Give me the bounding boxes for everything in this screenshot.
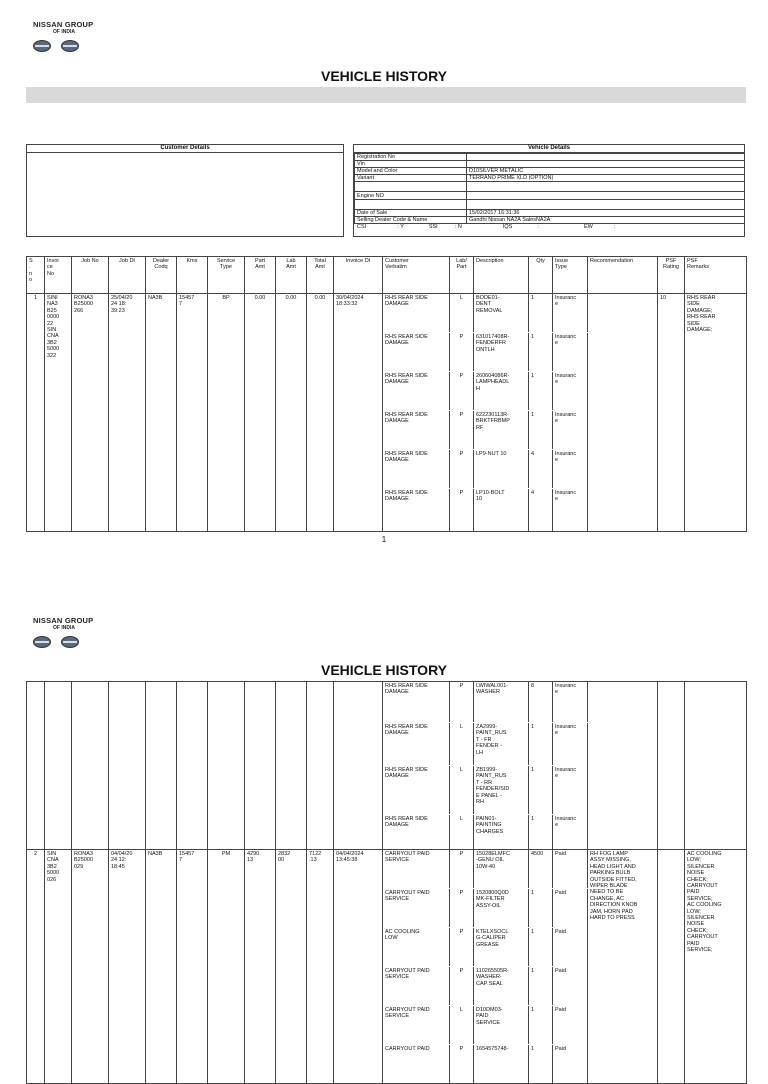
item-description: 110265505R- WASHER- CAP SEAL xyxy=(474,967,529,1006)
column-header-job-dt: Job Dt xyxy=(109,257,146,294)
row-psf-remarks xyxy=(685,682,747,850)
table-row xyxy=(27,294,747,333)
row-psf-remarks: AC COOLING LOW; SILENCER NOISE CHECK; CARRYOUT PAID SERVICE; AC COOLING LOW; SILENCER NOISE CHECK; CARRYOUT PAID SERVICE; xyxy=(685,850,747,1084)
row-lab-amt: 0.00 xyxy=(276,294,307,532)
column-header-sno: S . n o xyxy=(27,257,45,294)
item-issue-type: Insuranc e xyxy=(553,489,588,532)
customer-details-box xyxy=(26,144,344,237)
item-verbatim: RHS REAR SIDE DAMAGE xyxy=(383,372,450,411)
item-qty: 8 xyxy=(529,682,553,723)
row-sno: 1 xyxy=(27,294,45,532)
vehicle-detail-row xyxy=(355,168,745,175)
continued-empty-kms xyxy=(177,682,208,850)
row-lab-amt: 2832 00 xyxy=(276,850,307,1084)
item-lab-part: L xyxy=(450,294,474,333)
vehicle-detail-row xyxy=(355,154,745,161)
item-description: ZA2999- PAINT_RUS T - FR FENDER - LH xyxy=(474,723,529,766)
item-issue-type: Insuranc e xyxy=(553,766,588,815)
item-lab-part: L xyxy=(450,1006,474,1045)
vehicle-detail-value xyxy=(467,200,745,210)
item-lab-part: P xyxy=(450,967,474,1006)
row-psf-rating: 10 xyxy=(658,294,685,532)
customer-details-title: Customer Details xyxy=(27,145,343,153)
item-qty: 1 xyxy=(529,723,553,766)
item-qty: 1 xyxy=(529,411,553,450)
item-verbatim: RHS REAR SIDE DAMAGE xyxy=(383,411,450,450)
vehicle-detail-row xyxy=(355,200,745,210)
item-lab-part: P xyxy=(450,682,474,723)
vehicle-detail-row xyxy=(355,192,745,200)
continued-empty-invoice-no xyxy=(45,682,72,850)
csi-label: CSI xyxy=(357,224,367,230)
brand-subtitle: OF INDIA xyxy=(53,29,75,35)
continued-empty-dealer-code xyxy=(146,682,177,850)
item-issue-type: Insuranc e xyxy=(553,333,588,372)
item-description: PAIN01- PAINTING CHARGES xyxy=(474,815,529,850)
nissan-group-logo xyxy=(33,20,103,52)
table-header-row xyxy=(27,257,747,294)
ew-value: : xyxy=(613,224,616,230)
item-lab-part: L xyxy=(450,815,474,850)
nissan-emblem-icon xyxy=(33,40,51,52)
item-description: 631017408R- FENDERFR ONTLH xyxy=(474,333,529,372)
item-issue-type: Insuranc e xyxy=(553,682,588,723)
table-row xyxy=(27,682,747,723)
item-verbatim: RHS REAR SIDE DAMAGE xyxy=(383,294,450,333)
column-header-description: Description xyxy=(474,257,529,294)
iqs-value: : xyxy=(537,224,539,230)
vehicle-detail-row xyxy=(355,210,745,217)
row-service-type: BP xyxy=(208,294,245,532)
document-page-2 xyxy=(0,600,768,1052)
item-qty: 1 xyxy=(529,967,553,1006)
page-title: VEHICLE HISTORY xyxy=(320,68,448,84)
nissan-group-logo xyxy=(33,616,103,648)
column-header-dealer-code: Dealer Codq xyxy=(146,257,177,294)
item-verbatim: RHS REAR SIDE DAMAGE xyxy=(383,333,450,372)
row-dealer-code: NA3B xyxy=(146,850,177,1084)
item-issue-type: Insuranc e xyxy=(553,450,588,489)
column-header-qty: Qty xyxy=(529,257,553,294)
vehicle-detail-value xyxy=(467,192,745,200)
column-header-service-type: Service Type xyxy=(208,257,245,294)
table-row xyxy=(27,850,747,889)
continued-empty-job-dt xyxy=(109,682,146,850)
row-psf-remarks: RHS REAR SIDE DAMAGE; RHS REAR SIDE DAMAGE; xyxy=(685,294,747,532)
item-description: 1520800Q0D MK-FILTER ASSY-OIL xyxy=(474,889,529,928)
column-header-recommendation: Recommendation xyxy=(588,257,658,294)
item-qty: 1 xyxy=(529,1045,553,1084)
continued-empty-invoice-dt xyxy=(334,682,383,850)
continued-empty-job-no xyxy=(72,682,109,850)
item-qty: 1 xyxy=(529,815,553,850)
vehicle-detail-value: TERRANO PRIME XLD (OPTION) xyxy=(467,175,745,182)
row-total-amt: 0.00 xyxy=(307,294,334,532)
item-issue-type: Insuranc e xyxy=(553,815,588,850)
nissan-emblem-icon xyxy=(33,636,51,648)
item-lab-part: P xyxy=(450,333,474,372)
item-description: KTELXSOCL G-CALIPER GREASE xyxy=(474,928,529,967)
column-header-invoice-dt: Invoice Dt xyxy=(334,257,383,294)
row-invoice-dt: 30/04/2024 18:33:32 xyxy=(334,294,383,532)
item-lab-part: P xyxy=(450,411,474,450)
continued-empty-total-amt xyxy=(307,682,334,850)
column-header-invoice-no: Invoi ce No xyxy=(45,257,72,294)
vehicle-detail-label xyxy=(355,182,467,192)
item-lab-part: P xyxy=(450,928,474,967)
column-header-issue-type: Issue Type xyxy=(553,257,588,294)
continued-empty-service-type xyxy=(208,682,245,850)
row-psf-rating xyxy=(658,850,685,1084)
item-lab-part: P xyxy=(450,850,474,889)
item-description: 15028ELMFC -GENU OIL 10W-40 xyxy=(474,850,529,889)
vehicle-detail-value: Gandhi Nissan NA2A SalesNA2A xyxy=(467,217,745,224)
item-verbatim: RHS REAR SIDE DAMAGE xyxy=(383,682,450,723)
item-issue-type: Paid xyxy=(553,967,588,1006)
row-job-dt: 25/04/20 24 18: 39:23 xyxy=(109,294,146,532)
page-title: VEHICLE HISTORY xyxy=(320,662,448,678)
item-lab-part: P xyxy=(450,1045,474,1084)
item-verbatim: AC COOLING LOW xyxy=(383,928,450,967)
vehicle-detail-row xyxy=(355,182,745,192)
csi-value: : Y xyxy=(397,224,404,230)
item-qty: 1 xyxy=(529,294,553,333)
item-issue-type: Paid xyxy=(553,850,588,889)
page-number: 1 xyxy=(381,535,387,544)
item-lab-part: L xyxy=(450,766,474,815)
item-description: D10DM03- PAID SERVICE xyxy=(474,1006,529,1045)
item-lab-part: P xyxy=(450,450,474,489)
continued-empty-sno xyxy=(27,682,45,850)
column-header-job-no: Job No xyxy=(72,257,109,294)
continued-empty-lab-amt xyxy=(276,682,307,850)
item-lab-part: P xyxy=(450,489,474,532)
continued-empty-part-amt xyxy=(245,682,276,850)
service-history-table xyxy=(26,256,747,532)
column-header-lab-part: Lab/ Part xyxy=(450,257,474,294)
vehicle-detail-row xyxy=(355,217,745,224)
item-issue-type: Insuranc e xyxy=(553,372,588,411)
vehicle-detail-label: Vin xyxy=(355,161,467,168)
vehicle-details-title: Vehicle Details xyxy=(354,145,744,153)
item-verbatim: RHS REAR SIDE DAMAGE xyxy=(383,450,450,489)
vehicle-details-box xyxy=(353,144,745,237)
row-job-no: RONA3 B25000 266 xyxy=(72,294,109,532)
row-kms: 15457 7 xyxy=(177,294,208,532)
ssi-label: SSI xyxy=(428,224,438,230)
item-lab-part: L xyxy=(450,723,474,766)
vehicle-detail-label: Selling Dealer Code & Name xyxy=(355,217,467,224)
vehicle-details-table xyxy=(354,153,745,224)
row-part-amt: 0.00 xyxy=(245,294,276,532)
item-description: BODE01- DENT REMOVAL xyxy=(474,294,529,333)
row-invoice-no: SINI NA3 B25 0000 22 SIN CNA 3B2 5000 322 xyxy=(45,294,72,532)
item-description: 1654575748- xyxy=(474,1045,529,1084)
vehicle-detail-value xyxy=(467,154,745,161)
item-qty: 4 xyxy=(529,450,553,489)
row-invoice-no: SIN CNA 3B2 5000 026 xyxy=(45,850,72,1084)
item-description: LP9-NUT 10 xyxy=(474,450,529,489)
column-header-customer-verbatim: Customer Verbatim xyxy=(383,257,450,294)
vehicle-detail-label: Registration No xyxy=(355,154,467,161)
item-description: LWIWAL001- WASHER xyxy=(474,682,529,723)
row-total-amt: 7122 .13 xyxy=(307,850,334,1084)
item-lab-part: P xyxy=(450,889,474,928)
ew-label: EW xyxy=(584,224,593,230)
vehicle-detail-row xyxy=(355,161,745,168)
vehicle-detail-label: Engine NO xyxy=(355,192,467,200)
item-description: LP10-BOLT 10 xyxy=(474,489,529,532)
brand-name: NISSAN GROUP xyxy=(33,20,94,29)
row-recommendation: RH FOG LAMP ASSY MISSING, HEAD LIGHT AND PARKING BULB OUTSIDE FITTED, WIPER BLADE NEED TO BE CHANGE, AC DIRECTION KNOB JAM, HORN PAD HARD TO PRESS xyxy=(588,850,658,1084)
row-service-type: PM xyxy=(208,850,245,1084)
vehicle-detail-value xyxy=(467,161,745,168)
row-invoice-dt: 04/04/2024 13:45:38 xyxy=(334,850,383,1084)
vehicle-detail-value xyxy=(467,182,745,192)
item-issue-type: Paid xyxy=(553,928,588,967)
item-verbatim: RHS REAR SIDE DAMAGE xyxy=(383,489,450,532)
row-dealer-code: NA3B xyxy=(146,294,177,532)
column-header-part-amt: Part Amt xyxy=(245,257,276,294)
item-qty: 1 xyxy=(529,372,553,411)
column-header-total-amt: Total Amt xyxy=(307,257,334,294)
csi-ssi-iqs-line xyxy=(354,224,744,230)
item-qty: 1 xyxy=(529,766,553,815)
row-part-amt: 4290. 13 xyxy=(245,850,276,1084)
item-qty: 4 xyxy=(529,489,553,532)
vehicle-detail-label xyxy=(355,200,467,210)
vehicle-detail-label: Model and Color xyxy=(355,168,467,175)
item-issue-type: Paid xyxy=(553,1045,588,1084)
datsun-emblem-icon xyxy=(61,40,79,52)
item-issue-type: Insuranc e xyxy=(553,411,588,450)
item-issue-type: Insuranc e xyxy=(553,723,588,766)
item-qty: 1 xyxy=(529,928,553,967)
vehicle-detail-value: 15/02/2017 16:31:36 xyxy=(467,210,745,217)
ssi-value: : N xyxy=(454,224,462,230)
title-divider-bar xyxy=(26,87,746,103)
item-verbatim: CARRYOUT PAID SERVICE xyxy=(383,889,450,928)
service-history-table-continued xyxy=(26,681,747,1084)
vehicle-detail-row xyxy=(355,175,745,182)
item-description: 622230113R- BRKTFRBMP RF xyxy=(474,411,529,450)
row-psf-rating xyxy=(658,682,685,850)
row-job-dt: 04/04/20 24 12: 18:45 xyxy=(109,850,146,1084)
item-verbatim: CARRYOUT PAID SERVICE xyxy=(383,967,450,1006)
row-recommendation xyxy=(588,682,658,850)
brand-name: NISSAN GROUP xyxy=(33,616,94,625)
item-verbatim: CARRYOUT PAID SERVICE xyxy=(383,850,450,889)
row-job-no: RONA3 B25000 029 xyxy=(72,850,109,1084)
row-recommendation xyxy=(588,294,658,532)
item-description: ZB1999- PAINT_RUS T - RR FENDER/SID E PANEL - RH xyxy=(474,766,529,815)
datsun-emblem-icon xyxy=(61,636,79,648)
item-qty: 1 xyxy=(529,889,553,928)
item-verbatim: RHS REAR SIDE DAMAGE xyxy=(383,723,450,766)
item-verbatim: RHS REAR SIDE DAMAGE xyxy=(383,815,450,850)
item-issue-type: Paid xyxy=(553,889,588,928)
iqs-label: IQS xyxy=(502,224,513,230)
row-sno: 2 xyxy=(27,850,45,1084)
item-issue-type: Paid xyxy=(553,1006,588,1045)
column-header-psf-remarks: PSF Remarks xyxy=(685,257,747,294)
column-header-lab-amt: Lab Amt xyxy=(276,257,307,294)
vehicle-detail-value: D10SILVER METALIC xyxy=(467,168,745,175)
item-verbatim: CARRYOUT PAID SERVICE xyxy=(383,1006,450,1045)
item-description: 260604086R- LAMPHEADL H xyxy=(474,372,529,411)
item-issue-type: Insuranc e xyxy=(553,294,588,333)
vehicle-detail-label: Variant xyxy=(355,175,467,182)
item-lab-part: P xyxy=(450,372,474,411)
item-qty: 1 xyxy=(529,333,553,372)
column-header-psf-rating: PSF Rating xyxy=(658,257,685,294)
item-verbatim: CARRYOUT PAID xyxy=(383,1045,450,1084)
vehicle-detail-label: Date of Sale xyxy=(355,210,467,217)
brand-subtitle: OF INDIA xyxy=(53,625,75,631)
item-qty: 1 xyxy=(529,1006,553,1045)
column-header-kms: Kms xyxy=(177,257,208,294)
item-verbatim: RHS REAR SIDE DAMAGE xyxy=(383,766,450,815)
item-qty: 4500 xyxy=(529,850,553,889)
row-kms: 15457 7 xyxy=(177,850,208,1084)
